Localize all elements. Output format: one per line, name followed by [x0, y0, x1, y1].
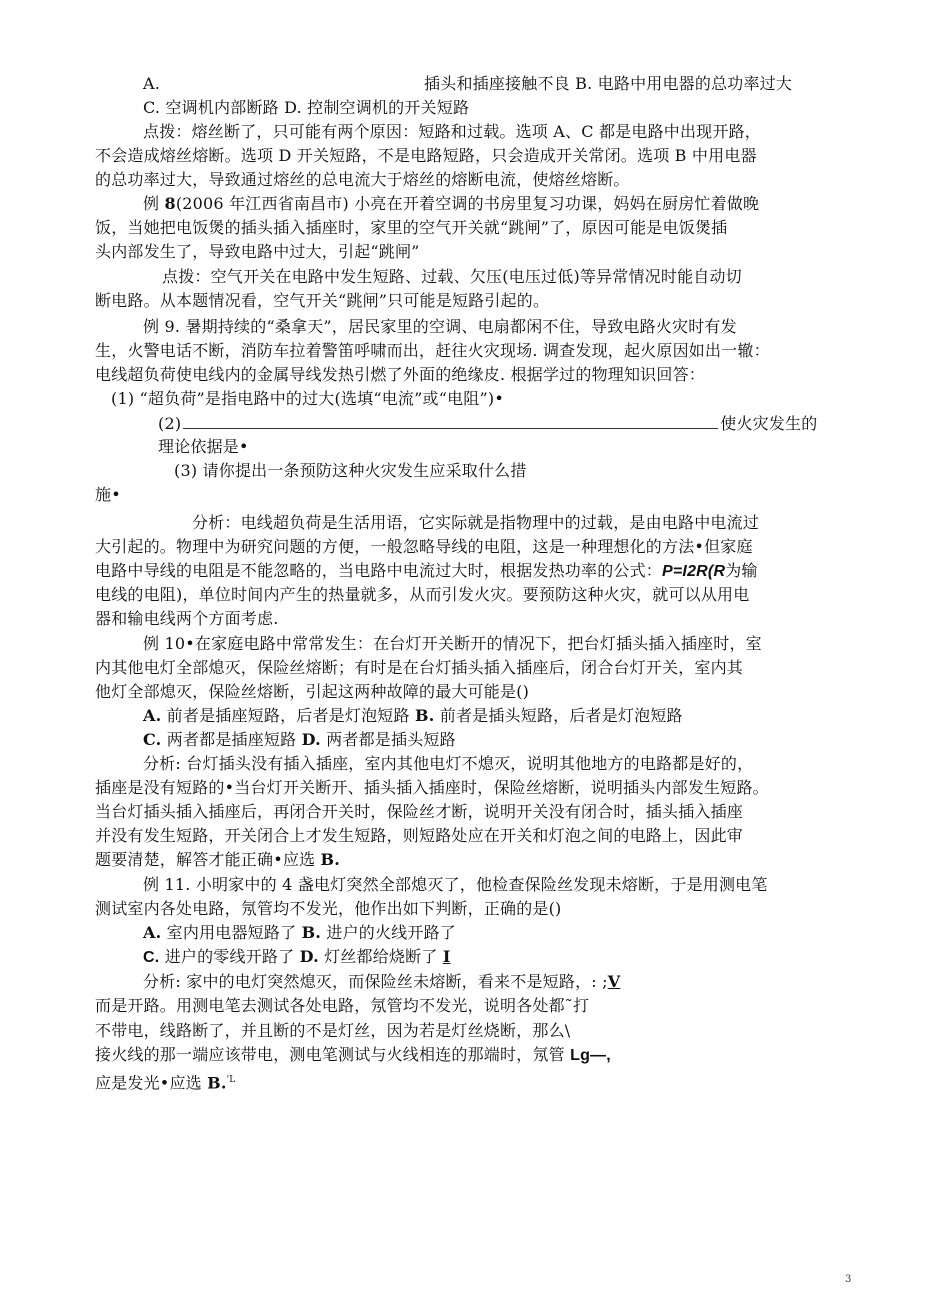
analysis-text: 电路中导线的电阻是不能忽略的，当电路中电流过大时，根据发热功率的公式： — [95, 561, 663, 580]
option-a-label: A. — [143, 74, 161, 93]
analysis-text: 接火线的那一端应该带电，测电笔测试与火线相连的那端时，氖管 — [95, 1045, 571, 1064]
analysis-line — [143, 971, 620, 993]
option-b-text: 进户的火线开路了 — [321, 923, 456, 942]
analysis-line: 不带电，线路断了，并且断的不是灯丝，因为若是灯丝烧断，那么\ — [95, 1021, 571, 1040]
example-10-line: 内其他电灯全部熄灭，保险丝熔断；有时是在台灯插头插入插座后，闭合台灯开关，室内其 — [95, 658, 744, 677]
example-9-line: 例 9. 暑期持续的“桑拿天”，居民家里的空调、电扇都闲不住，导致电路火灾时有发 — [143, 317, 737, 336]
option-b-text: 前者是插头短路，后者是灯泡短路 — [434, 706, 683, 725]
example-8-line — [143, 193, 759, 215]
analysis-line: 插座是没有短路的•当台灯开关断开、插头插入插座时，保险丝熔断，说明插头内部发生短路。 — [95, 778, 769, 797]
option-a-text: 室内用电器短路了 — [161, 923, 302, 942]
option-c-text: 两者都是插座短路 — [161, 730, 302, 749]
example-11-line: 例 11. 小明家中的 4 盏电灯突然全部熄灭了，他检查保险丝发现未熔断，于是用测电笔 — [143, 875, 768, 894]
option-a-text: 前者是插座短路，后者是灯泡短路 — [161, 706, 415, 725]
option-b-label: B. — [414, 706, 435, 725]
option-line-a-b — [143, 705, 683, 727]
example-8-line: 头内部发生了，导致电路中过大，引起“跳闸” — [95, 242, 420, 261]
question-3-line: (3) 请你提出一条预防这种火灾发生应采取什么措 — [174, 461, 527, 480]
option-line-a-b — [143, 73, 792, 95]
question-3-line: 施• — [95, 485, 121, 504]
analysis-text: 为输 — [725, 561, 758, 580]
question-2-line — [158, 412, 817, 435]
question-2-line: 理论依据是• — [158, 437, 249, 456]
hint-paragraph-line: 点拨：空气开关在电路中发生短路、过载、欠压(电压过低)等异常情况时能自动切 — [162, 267, 742, 286]
option-line-c-d: C. 空调机内部断路 D. 控制空调机的开关短路 — [143, 98, 470, 117]
option-a-label: A. — [143, 923, 162, 942]
analysis-line — [95, 1044, 611, 1067]
example-10-line: 他灯全部熄灭，保险丝熔断，引起这两种故障的最大可能是() — [95, 682, 530, 701]
scan-artifact-mark: I — [442, 947, 451, 966]
option-line-c-d — [143, 946, 451, 969]
example-11-line: 测试室内各处电路，氖管均不发光，他作出如下判断，正确的是() — [95, 899, 562, 918]
option-a-label: A. — [143, 706, 162, 725]
scan-artifact-mark: Lg—, — [570, 1047, 611, 1064]
answer-blank — [183, 412, 718, 429]
option-c-label: C. — [143, 730, 162, 749]
option-b-label: B. — [301, 923, 322, 942]
option-d-text: 两者都是插头短路 — [320, 730, 456, 749]
example-10-line: 例 10•在家庭电路中常常发生：在台灯开关断开的情况下，把台灯插头插入插座时，室 — [143, 634, 762, 653]
option-c-text: 进户的零线开路了 — [159, 947, 300, 966]
analysis-line: 分析：电线超负荷是生活用语，它实际就是指物理中的过载，是由电路中电流过 — [192, 513, 760, 532]
analysis-line — [95, 560, 758, 583]
analysis-line: 电线的电阻)，单位时间内产生的热量就多，从而引发火灾。要预防这种火灾，就可以从用电 — [95, 585, 750, 604]
question-1-line: (1) “超负荷”是指电路中的过大(选填“电流”或“电阻”)• — [111, 389, 504, 408]
analysis-line: 器和输电线两个方面考虑. — [95, 609, 279, 628]
option-a-b-text: 插头和插座接触不良 B. 电路中用电器的总功率过大 — [424, 74, 793, 93]
analysis-line: 当台灯插头插入插座后，再闭合开关时，保险丝才断，说明开关没有闭合时，插头插入插座 — [95, 802, 744, 821]
question-2-label: (2) — [158, 414, 182, 433]
hint-paragraph-line: 不会造成熔丝熔断。选项 D 开关短路，不是电路短路，只会造成开关常闭。选项 B 中用电器 — [95, 146, 757, 165]
analysis-line — [95, 849, 340, 871]
example-8-text: (2006 年江西省南昌市) 小亮在开着空调的书房里复习功课，妈妈在厨房忙着做晚 — [175, 194, 760, 213]
answer-choice: B. — [320, 850, 341, 869]
analysis-line: 分析: 台灯插头没有插入插座，室内其他电灯不熄灭，说明其他地方的电路都是好的， — [143, 754, 754, 773]
analysis-line: 大引起的。物理中为研究问题的方便，一般忽略导线的电阻，这是一种理想化的方法•但家庭 — [95, 537, 753, 556]
scan-artifact-mark: V — [607, 972, 621, 991]
hint-paragraph-line: 断电路。从本题情况看，空气开关“跳闸”只可能是短路引起的。 — [95, 291, 550, 310]
example-9-line: 生，火警电话不断，消防车拉着警笛呼啸而出，赶往火灾现场. 调查发现，起火原因如出一辙： — [95, 341, 770, 360]
page-number: 3 — [845, 1274, 852, 1285]
option-d-label: D. — [299, 947, 319, 966]
analysis-line: 并没有发生短路，开关闭合上才发生短路，则短路处应在开关和灯泡之间的电路上，因此审 — [95, 826, 744, 845]
analysis-text: 分析: 家中的电灯突然熄灭，而保险丝未熔断，看来不是短路，: ; — [143, 972, 608, 991]
option-d-label: D. — [301, 730, 321, 749]
example-9-line: 电线超负荷使电线内的金属导线发热引燃了外面的绝缘皮. 根据学过的物理知识回答： — [95, 365, 705, 384]
analysis-line — [95, 1069, 235, 1094]
question-2-text: 使火灾发生的 — [720, 414, 818, 433]
option-line-c-d — [143, 729, 456, 751]
analysis-text: 应是发光•应选 — [95, 1073, 208, 1093]
hint-paragraph-line: 点拨：熔丝断了，只可能有两个原因：短路和过载。选项 A、C 都是电路中出现开路， — [143, 122, 761, 141]
option-c-label: C. — [143, 949, 160, 966]
power-formula: P=I2R(R — [662, 563, 726, 580]
example-8-prefix: 例 — [143, 194, 165, 213]
scan-artifact-mark: 'L — [226, 1075, 236, 1085]
example-8-number: 8 — [164, 194, 176, 213]
hint-paragraph-line: 的总功率过大，导致通过熔丝的总电流大于熔丝的熔断电流，使熔丝熔断。 — [95, 170, 630, 189]
analysis-text: 题要清楚，解答才能正确•应选 — [95, 850, 321, 869]
example-8-line: 饭，当她把电饭煲的插头插入插座时，家里的空气开关就“跳闸”了，原因可能是电饭煲插 — [95, 218, 728, 237]
option-line-a-b — [143, 922, 456, 944]
option-d-text: 灯丝都给烧断了 — [318, 947, 443, 966]
answer-choice: B. — [207, 1073, 227, 1093]
analysis-line: 而是开路。用测电笔去测试各处电路，氖管均不发光，说明各处都˜打 — [95, 996, 590, 1015]
